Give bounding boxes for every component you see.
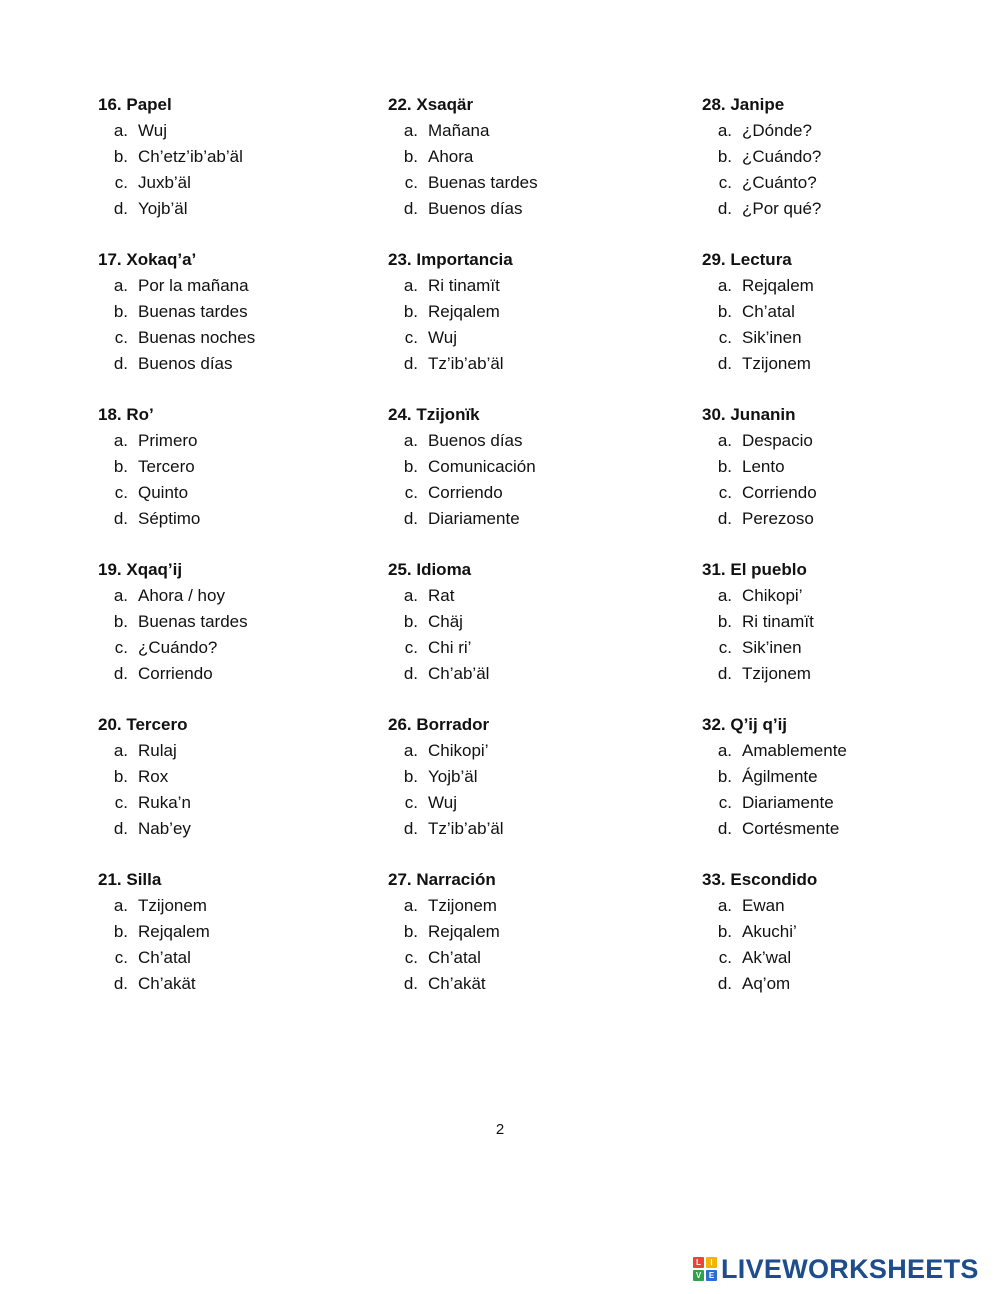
option-letter: b.	[717, 302, 732, 321]
option-text: Ri tinamït	[742, 612, 814, 631]
option-text: Séptimo	[138, 509, 201, 528]
option-text: Aq’om	[742, 974, 791, 993]
brand-name: LIVEWORKSHEETS	[721, 1253, 979, 1284]
question-block	[98, 247, 398, 402]
answer-option[interactable]	[702, 170, 1000, 196]
option-letter: c.	[114, 173, 128, 192]
option-letter: c.	[114, 483, 128, 502]
answer-option[interactable]	[388, 144, 688, 170]
option-letter: d.	[113, 819, 128, 838]
option-text: Perezoso	[742, 509, 814, 528]
question-block	[98, 712, 398, 867]
option-text: Lento	[742, 457, 785, 476]
option-text: Ahora / hoy	[138, 586, 225, 605]
answer-option[interactable]	[98, 506, 398, 532]
option-letter: c.	[718, 173, 732, 192]
answer-option[interactable]	[98, 351, 398, 377]
question-title: 26. Borrador	[388, 715, 490, 734]
option-text: Sik’inen	[742, 328, 802, 347]
option-text: Tz’ib’ab’äl	[428, 819, 504, 838]
option-text: Wuj	[138, 121, 167, 140]
option-letter: a.	[113, 896, 128, 915]
option-text: Ch’etz’ib’ab’äl	[138, 147, 243, 166]
option-letter: a.	[403, 431, 418, 450]
option-letter: c.	[404, 328, 418, 347]
option-text: ¿Cuánto?	[742, 173, 817, 192]
option-letter: b.	[717, 767, 732, 786]
question-block	[702, 402, 1000, 557]
answer-option[interactable]	[388, 919, 688, 945]
option-letter: a.	[717, 586, 732, 605]
option-text: Amablemente	[742, 741, 847, 760]
question-block	[98, 557, 398, 712]
option-letter: c.	[114, 328, 128, 347]
option-letter: a.	[403, 586, 418, 605]
option-letter: d.	[403, 509, 418, 528]
answer-option[interactable]	[98, 325, 398, 351]
option-letter: b.	[403, 457, 418, 476]
option-letter: b.	[403, 612, 418, 631]
question-title: 32. Q’ij q’ij	[702, 715, 788, 734]
option-letter: b.	[113, 767, 128, 786]
option-text: Tzijonem	[428, 896, 497, 915]
option-letter: d.	[717, 509, 732, 528]
option-text: Primero	[138, 431, 198, 450]
option-text: Ch’akät	[428, 974, 486, 993]
answer-option[interactable]	[98, 971, 398, 997]
answer-option[interactable]	[702, 144, 1000, 170]
option-text: Ruka’n	[138, 793, 191, 812]
option-text: Corriendo	[138, 664, 213, 683]
option-text: Buenas tardes	[138, 302, 248, 321]
answer-option[interactable]	[98, 144, 398, 170]
answer-option[interactable]	[388, 635, 688, 661]
answer-option[interactable]	[98, 428, 398, 454]
question-block	[388, 402, 688, 557]
answer-option[interactable]	[98, 609, 398, 635]
option-letter: d.	[403, 354, 418, 373]
question-title: 28. Janipe	[702, 95, 785, 114]
answer-option[interactable]	[388, 351, 688, 377]
option-letter: c.	[718, 793, 732, 812]
question-title: 16. Papel	[98, 95, 172, 114]
answer-option[interactable]	[702, 506, 1000, 532]
option-text: Tzijonem	[742, 664, 811, 683]
answer-option[interactable]	[702, 351, 1000, 377]
option-letter: b.	[403, 767, 418, 786]
question-title: 18. Ro’	[98, 405, 154, 424]
question-title: 20. Tercero	[98, 715, 188, 734]
question-title: 19. Xqaq’ij	[98, 560, 183, 579]
option-text: Comunicación	[428, 457, 536, 476]
answer-option[interactable]	[388, 196, 688, 222]
option-letter: c.	[114, 638, 128, 657]
option-letter: d.	[113, 199, 128, 218]
option-letter: a.	[113, 431, 128, 450]
option-text: Buenas noches	[138, 328, 256, 347]
answer-option[interactable]	[98, 273, 398, 299]
question-title: 31. El pueblo	[702, 560, 807, 579]
option-letter: d.	[113, 509, 128, 528]
answer-option[interactable]	[388, 583, 688, 609]
option-text: Ri tinamït	[428, 276, 500, 295]
option-letter: d.	[113, 664, 128, 683]
option-letter: d.	[403, 664, 418, 683]
answer-option[interactable]	[388, 790, 688, 816]
option-text: Rejqalem	[742, 276, 814, 295]
answer-option[interactable]	[388, 170, 688, 196]
logo-cell-icon: I	[706, 1257, 717, 1268]
answer-option[interactable]	[98, 196, 398, 222]
answer-option[interactable]	[388, 299, 688, 325]
question-block	[702, 712, 1000, 867]
option-letter: c.	[404, 173, 418, 192]
question-block	[98, 92, 398, 247]
answer-option[interactable]	[702, 919, 1000, 945]
option-letter: a.	[717, 431, 732, 450]
question-title: 17. Xokaq’a’	[98, 250, 197, 269]
question-title: 33. Escondido	[702, 870, 818, 889]
option-letter: b.	[717, 147, 732, 166]
answer-option[interactable]	[702, 764, 1000, 790]
option-letter: a.	[717, 741, 732, 760]
answer-option[interactable]	[98, 118, 398, 144]
option-letter: a.	[403, 276, 418, 295]
option-letter: d.	[717, 199, 732, 218]
logo-cell-icon: V	[693, 1270, 704, 1281]
answer-option[interactable]	[702, 971, 1000, 997]
answer-option[interactable]	[98, 945, 398, 971]
answer-option[interactable]	[702, 454, 1000, 480]
option-text: Yojb’äl	[428, 767, 478, 786]
option-letter: b.	[113, 612, 128, 631]
option-text: Wuj	[428, 793, 457, 812]
question-title: 21. Silla	[98, 870, 162, 889]
answer-option[interactable]	[702, 196, 1000, 222]
option-letter: b.	[403, 922, 418, 941]
question-title: 29. Lectura	[702, 250, 792, 269]
option-letter: a.	[717, 121, 732, 140]
option-letter: c.	[404, 638, 418, 657]
option-letter: c.	[404, 483, 418, 502]
answer-option[interactable]	[98, 790, 398, 816]
option-letter: b.	[113, 147, 128, 166]
option-letter: d.	[113, 354, 128, 373]
answer-option[interactable]	[388, 893, 688, 919]
option-letter: b.	[113, 302, 128, 321]
question-block	[98, 867, 398, 1022]
option-text: Tz’ib’ab’äl	[428, 354, 504, 373]
option-text: Ewan	[742, 896, 785, 915]
answer-option[interactable]	[388, 325, 688, 351]
option-letter: d.	[717, 819, 732, 838]
question-block	[702, 247, 1000, 402]
option-text: Chi ri’	[428, 638, 472, 657]
option-letter: d.	[717, 354, 732, 373]
option-text: Chikopi’	[428, 741, 489, 760]
option-letter: c.	[114, 948, 128, 967]
option-letter: a.	[717, 276, 732, 295]
option-letter: a.	[403, 741, 418, 760]
option-text: Despacio	[742, 431, 813, 450]
option-text: Mañana	[428, 121, 490, 140]
option-text: Buenos días	[428, 431, 523, 450]
question-title: 22. Xsaqär	[388, 95, 474, 114]
option-text: Quinto	[138, 483, 189, 502]
option-text: Tercero	[138, 457, 195, 476]
option-letter: a.	[113, 586, 128, 605]
answer-option[interactable]	[388, 738, 688, 764]
answer-option[interactable]	[702, 816, 1000, 842]
option-text: Diariamente	[428, 509, 520, 528]
answer-option[interactable]	[98, 919, 398, 945]
answer-option[interactable]	[98, 893, 398, 919]
option-letter: d.	[403, 974, 418, 993]
answer-option[interactable]	[98, 170, 398, 196]
option-text: Juxb’äl	[138, 173, 191, 192]
question-block	[98, 402, 398, 557]
option-letter: d.	[717, 974, 732, 993]
option-text: Nab’ey	[138, 819, 191, 838]
option-letter: b.	[403, 147, 418, 166]
question-block	[388, 867, 688, 1022]
option-letter: a.	[113, 121, 128, 140]
option-text: Chäj	[428, 612, 463, 631]
option-text: Tzijonem	[742, 354, 811, 373]
question-title: 27. Narración	[388, 870, 496, 889]
answer-option[interactable]	[702, 738, 1000, 764]
option-text: ¿Cuándo?	[742, 147, 822, 166]
answer-option[interactable]	[702, 428, 1000, 454]
answer-option[interactable]	[702, 583, 1000, 609]
option-text: Ak’wal	[742, 948, 792, 967]
answer-option[interactable]	[702, 661, 1000, 687]
answer-option[interactable]	[388, 506, 688, 532]
question-title: 30. Junanin	[702, 405, 796, 424]
option-letter: a.	[403, 896, 418, 915]
answer-option[interactable]	[702, 273, 1000, 299]
question-block	[388, 247, 688, 402]
answer-option[interactable]	[388, 764, 688, 790]
option-letter: d.	[717, 664, 732, 683]
answer-option[interactable]	[98, 635, 398, 661]
answer-option[interactable]	[388, 273, 688, 299]
answer-option[interactable]	[702, 299, 1000, 325]
option-text: Rox	[138, 767, 169, 786]
option-text: Buenas tardes	[138, 612, 248, 631]
option-letter: c.	[718, 483, 732, 502]
question-column	[388, 92, 688, 1022]
answer-option[interactable]	[98, 299, 398, 325]
answer-option[interactable]	[702, 635, 1000, 661]
option-letter: b.	[717, 612, 732, 631]
option-letter: a.	[113, 741, 128, 760]
option-text: Buenas tardes	[428, 173, 538, 192]
option-text: Chikopi’	[742, 586, 803, 605]
option-letter: d.	[113, 974, 128, 993]
answer-option[interactable]	[98, 764, 398, 790]
question-title: 25. Idioma	[388, 560, 472, 579]
question-block	[388, 92, 688, 247]
option-text: Rejqalem	[138, 922, 210, 941]
option-letter: c.	[404, 793, 418, 812]
option-text: Rulaj	[138, 741, 177, 760]
answer-option[interactable]	[98, 583, 398, 609]
liveworksheets-logo[interactable]	[693, 1255, 979, 1283]
option-letter: a.	[403, 121, 418, 140]
option-text: Buenos días	[138, 354, 233, 373]
answer-option[interactable]	[702, 893, 1000, 919]
option-text: Ch’akät	[138, 974, 196, 993]
answer-option[interactable]	[98, 738, 398, 764]
question-block	[388, 712, 688, 867]
option-text: ¿Cuándo?	[138, 638, 218, 657]
answer-option[interactable]	[388, 118, 688, 144]
question-column	[98, 92, 398, 1022]
answer-option[interactable]	[702, 480, 1000, 506]
option-letter: c.	[114, 793, 128, 812]
question-block	[702, 867, 1000, 1022]
option-letter: b.	[113, 922, 128, 941]
option-text: Ch’ab’äl	[428, 664, 490, 683]
option-text: Corriendo	[742, 483, 817, 502]
question-block	[702, 92, 1000, 247]
answer-option[interactable]	[98, 480, 398, 506]
option-letter: b.	[403, 302, 418, 321]
option-letter: c.	[404, 948, 418, 967]
option-text: ¿Dónde?	[742, 121, 812, 140]
question-column	[702, 92, 1000, 1022]
question-block	[388, 557, 688, 712]
logo-cell-icon: E	[706, 1270, 717, 1281]
answer-option[interactable]	[388, 609, 688, 635]
logo-icon	[693, 1257, 717, 1281]
option-text: Rat	[428, 586, 455, 605]
option-letter: b.	[717, 457, 732, 476]
option-text: Tzijonem	[138, 896, 207, 915]
option-letter: c.	[718, 948, 732, 967]
question-block	[702, 557, 1000, 712]
option-letter: c.	[718, 328, 732, 347]
answer-option[interactable]	[98, 661, 398, 687]
option-text: Yojb’äl	[138, 199, 188, 218]
option-letter: b.	[717, 922, 732, 941]
option-text: Sik’inen	[742, 638, 802, 657]
option-letter: b.	[113, 457, 128, 476]
option-letter: a.	[717, 896, 732, 915]
answer-option[interactable]	[388, 428, 688, 454]
option-letter: a.	[113, 276, 128, 295]
answer-option[interactable]	[388, 971, 688, 997]
option-text: Wuj	[428, 328, 457, 347]
option-text: Ágilmente	[742, 767, 818, 786]
option-text: Cortésmente	[742, 819, 840, 838]
option-text: Ch’atal	[742, 302, 795, 321]
logo-cell-icon: L	[693, 1257, 704, 1268]
question-title: 23. Importancia	[388, 250, 513, 269]
answer-option[interactable]	[388, 454, 688, 480]
answer-option[interactable]	[388, 816, 688, 842]
answer-option[interactable]	[98, 816, 398, 842]
answer-option[interactable]	[702, 790, 1000, 816]
answer-option[interactable]	[702, 945, 1000, 971]
option-text: Corriendo	[428, 483, 503, 502]
option-letter: c.	[718, 638, 732, 657]
option-text: Por la mañana	[138, 276, 249, 295]
answer-option[interactable]	[388, 661, 688, 687]
question-title: 24. Tzijonïk	[388, 405, 480, 424]
answer-option[interactable]	[702, 325, 1000, 351]
option-text: Ch’atal	[428, 948, 481, 967]
answer-option[interactable]	[388, 945, 688, 971]
option-text: Rejqalem	[428, 922, 500, 941]
option-text: Akuchi’	[742, 922, 797, 941]
option-text: Diariamente	[742, 793, 834, 812]
option-letter: d.	[403, 199, 418, 218]
answer-option[interactable]	[98, 454, 398, 480]
option-letter: d.	[403, 819, 418, 838]
answer-option[interactable]	[388, 480, 688, 506]
answer-option[interactable]	[702, 609, 1000, 635]
page-number: 2	[495, 1121, 505, 1138]
option-text: Buenos días	[428, 199, 523, 218]
option-text: Ahora	[428, 147, 474, 166]
option-text: Rejqalem	[428, 302, 500, 321]
answer-option[interactable]	[702, 118, 1000, 144]
option-text: ¿Por qué?	[742, 199, 822, 218]
option-text: Ch’atal	[138, 948, 191, 967]
